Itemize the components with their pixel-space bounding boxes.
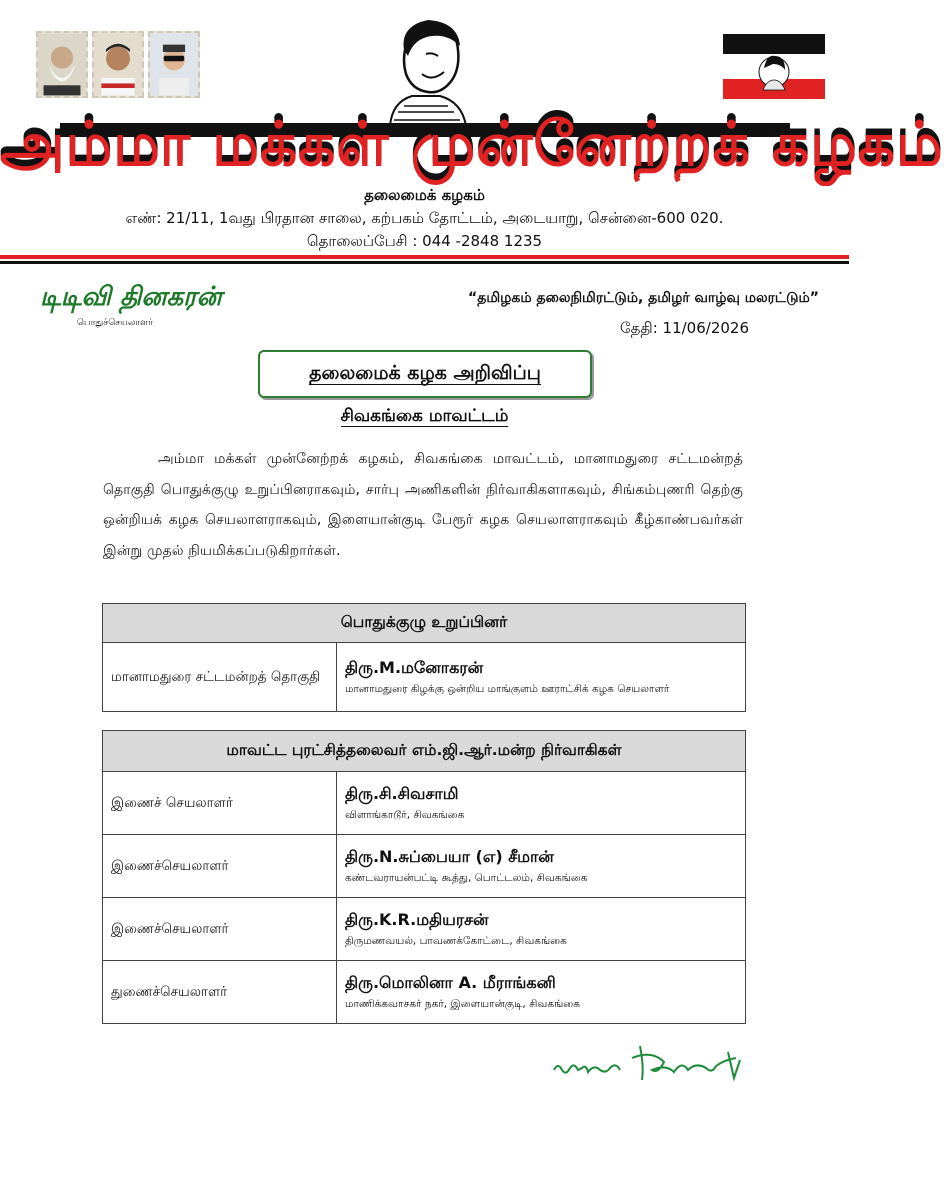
party-name: அம்மா மக்கள் முன்னேற்றக் கழகம்: [0, 108, 944, 180]
signature: [540, 1040, 750, 1090]
table-header: மாவட்ட புரட்சித்தலைவர் எம்.ஜி.ஆர்.மன்ற நிர்வாகிகள்: [103, 731, 746, 772]
role-cell: துணைச்செயலாளர்: [103, 961, 337, 1024]
address: எண்: 21/11, 1வது பிரதான சாலை, கற்பகம் தோட்டம், அடையாறு, சென்னை-600 020.: [125, 209, 724, 227]
notice-body: அம்மா மக்கள் முன்னேற்றக் கழகம், சிவகங்கை மாவட்டம், மானாமதுரை சட்டமன்றத் தொகுதி பொதுக்குழு உறுப்பினராகவும், சார்பு அணிகளின் நிர்வாகிகளாகவும், சிங்கம்புணரி தெற்கு ஒன்றியக் கழக செயலாளராகவும், இளையான்குடி பேரூர் கழக செயலாளராகவும் கீழ்காண்பவர்கள் இன்று முதல் நியமிக்கப்படுகிறார்கள்.: [103, 451, 743, 559]
phone-number: தொலைப்பேசி : 044 -2848 1235: [306, 232, 543, 250]
appointee-name: திரு.N.சுப்பையா (எ) சீமான்: [345, 846, 554, 866]
notice-title: தலைமைக் கழக அறிவிப்பு: [309, 361, 541, 384]
table-row: [103, 772, 746, 835]
notice-title-box: [258, 350, 592, 398]
portrait-stamp-2: [92, 31, 144, 98]
table-row: [103, 961, 746, 1024]
table-row: [103, 835, 746, 898]
appointee-name: திரு.சி.சிவசாமி: [345, 783, 459, 803]
party-flag: [723, 34, 825, 99]
portrait-stamp-3: [148, 31, 200, 98]
appointee-place: கண்டவராயன்பட்டி கூத்து, பொட்டலம், சிவகங்கை: [345, 871, 588, 884]
portrait-stamp-1: [36, 31, 88, 98]
hq-label: தலைமைக் கழகம்: [364, 186, 485, 204]
appointee-name: திரு.K.R.மதியரசன்: [345, 909, 489, 929]
general-council-table: [102, 603, 746, 712]
appointee-place: விளாங்காடூர், சிவகங்கை: [345, 808, 465, 821]
table-row: [103, 898, 746, 961]
appointee-place: திருமணவயல், பாவணக்கோட்டை, சிவகங்கை: [345, 934, 567, 947]
appointee-cell: [337, 643, 746, 712]
notice-date: தேதி: 11/06/2026: [620, 319, 749, 337]
leader-title: பொதுச்செயலாளர்: [77, 318, 153, 328]
district-name: சிவகங்கை மாவட்டம்: [340, 406, 509, 426]
appointee-cell: [337, 772, 746, 835]
role-cell: இணைச்செயலாளர்: [103, 898, 337, 961]
appointee-cell: [337, 961, 746, 1024]
appointee-cell: [337, 835, 746, 898]
role-cell: இணைச் செயலாளர்: [103, 772, 337, 835]
appointee-cell: [337, 898, 746, 961]
appointee-place: மானாமதுரை கிழக்கு ஒன்றிய மாங்குளம் ஊராட்சிக் கழக செயலாளர்: [345, 682, 670, 695]
table-header: பொதுக்குழு உறுப்பினர்: [103, 604, 746, 643]
header-rule-red: [0, 255, 849, 259]
header-rule-black: [0, 261, 849, 264]
table-row: [103, 643, 746, 712]
role-cell: இணைச்செயலாளர்: [103, 835, 337, 898]
role-cell: மானாமதுரை சட்டமன்றத் தொகுதி: [103, 643, 337, 712]
district-heading: [0, 406, 849, 428]
appointee-name: திரு.மொலினா A. மீராங்கனி: [345, 972, 556, 992]
appointee-place: மாணிக்கவாசகர் நகர், இளையான்குடி, சிவகங்கை: [345, 997, 580, 1010]
slogan: “தமிழகம் தலைநிமிரட்டும், தமிழர் வாழ்வு மலரட்டும்”: [468, 290, 819, 306]
mgr-forum-table: [102, 730, 746, 1024]
appointee-name: திரு.M.மனோகரன்: [345, 657, 484, 677]
leader-name: டிடிவி தினகரன்: [40, 282, 222, 312]
